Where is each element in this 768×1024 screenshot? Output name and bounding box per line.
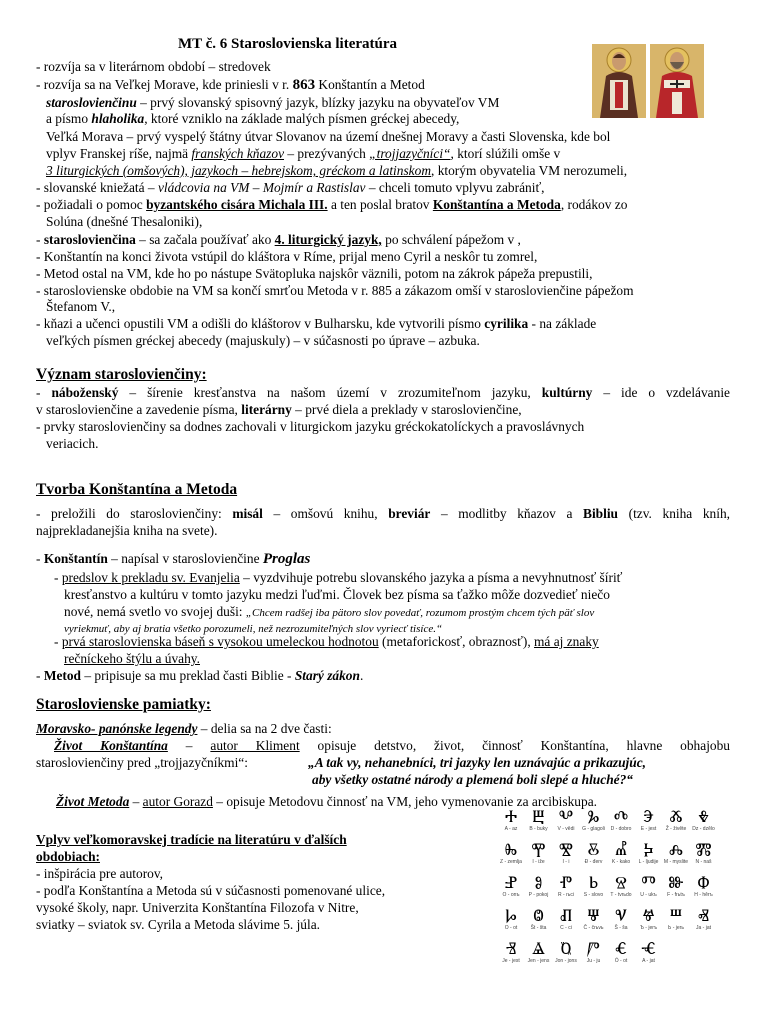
glagolitic-glyph: Ⱑ [531, 939, 546, 959]
glagolitic-glyph: Ⰰ [504, 807, 518, 827]
text-line: - rozvíja sa na Veľkej Morave, kde priniesli v r. 863 Konštantín a Metod [36, 77, 425, 93]
glagolitic-glyph: Ⰸ [504, 840, 518, 860]
glagolitic-glyph: Ⱌ [615, 906, 627, 926]
glagolitic-letter [608, 907, 634, 931]
glagolitic-letter-name: F - frьtъ [667, 892, 685, 898]
text-line: - Konštantín na konci života vstúpil do kláštora v Ríme, prijal meno Cyril a neskôr tu zomrel, [36, 249, 538, 264]
text-line: Život Metoda – autor Gorazd – opisuje Metodovu činnosť na VM, jeho vymenovanie za arcibiskupa. [56, 794, 597, 809]
glagolitic-glyph: Ⰱ [532, 807, 545, 827]
text-line: Štefanom V., [46, 299, 116, 314]
glagolitic-letter [581, 907, 607, 931]
section-heading-vplyvy-cont: obdobiach: [36, 849, 100, 864]
text-line: - staroslovienčina – sa začala používať ako 4. liturgický jazyk, po schválení pápežom v , [36, 232, 521, 247]
glagolitic-letter-name: Jon - jons [555, 958, 577, 964]
glagolitic-letter-name: U - ukъ [640, 892, 657, 898]
glagolitic-letter [691, 841, 717, 865]
glagolitic-glyph: Ⰺ [558, 840, 574, 860]
glagolitic-letter [553, 841, 579, 865]
glagolitic-letter-name: R - rьci [558, 892, 574, 898]
glagolitic-letter [498, 940, 524, 964]
glagolitic-letter-name: Z - zemlja [500, 859, 522, 865]
glagolitic-letter [498, 907, 524, 931]
glagolitic-letter [636, 874, 662, 898]
glagolitic-glyph: Ⱏ [697, 906, 710, 926]
glagolitic-glyph: Ⱊ [559, 906, 573, 926]
glagolitic-letter-name: D - dobro [610, 826, 632, 832]
glagolitic-glyph: Ⱆ [668, 873, 684, 893]
glagolitic-letter [526, 808, 552, 832]
glagolitic-letter-name: B - buky [529, 826, 548, 832]
glagolitic-letter [636, 808, 662, 832]
glagolitic-letter [581, 940, 607, 964]
section-heading-vplyvy: Vplyv veľkomoravskej tradície na literatúru v ďalších [36, 832, 347, 847]
glagolitic-letter-name: P - pokoj [528, 892, 549, 898]
text-line: a písmo hlaholika, ktoré vzniklo na základe malých písmen gréckej abecedy, [46, 111, 460, 126]
glagolitic-glyph: Ⰿ [695, 840, 712, 860]
glagolitic-glyph: Ⰼ [614, 840, 628, 860]
glagolitic-letter-name: Dz - dzělo [692, 826, 715, 832]
text-line: - náboženský – šírenie kresťanstva na našom území v zrozumiteľnom jazyku, kultúrny – ide o vzdelávanie [36, 385, 730, 400]
text-line: sviatky – sviatok sv. Cyrila a Metoda slávime 5. júla. [36, 917, 321, 932]
text-line: Život Konštantína – autor Kliment opisuje detstvo, život, činnosť Konštantína, hlavne obhajobu [54, 738, 731, 753]
text-line: 3 liturgických (omšových), jazykoch – hebrejskom, gréckom a latinskom, ktorým obyvatelia VM nerozumeli, [46, 163, 628, 178]
glagolitic-letter [526, 874, 552, 898]
glagolitic-letter [581, 841, 607, 865]
page-title: MT č. 6 Staroslovienska literatúra [178, 36, 398, 52]
quote-line: „A tak vy, nehanebníci, tri jazyky len uznávajúc a prikazujúc, [308, 755, 647, 770]
text-line: - Metod ostal na VM, kde ho po nástupe Svätopluka najskôr väznili, potom na zákrok pápeža prepustili, [36, 266, 593, 281]
glagolitic-letter [553, 907, 579, 931]
text-line: - predslov k prekladu sv. Evanjelia – vyzdvihuje potrebu slovanského jazyka a písma a nevyhnutnosť šíriť [54, 570, 623, 585]
glagolitic-letter [498, 808, 524, 832]
glagolitic-letter-name: H - hěrъ [694, 892, 713, 898]
glagolitic-letter [553, 808, 579, 832]
text-line: - staroslovienske obdobie na VM sa končí smrťou Metoda v r. 885 a zákazom omší v staroslovienčine pápežom [36, 283, 634, 298]
glagolitic-glyph: Ⱁ [534, 873, 543, 893]
glagolitic-letter-name: E - jest [640, 826, 657, 832]
glagolitic-letter-name: K - kako [611, 859, 631, 865]
glagolitic-letter-name: Š - ša [614, 925, 628, 931]
saint-icon-konstantin [592, 44, 646, 118]
text-line: Solúna (dnešné Thesaloniki), [46, 214, 203, 229]
glagolitic-glyph: Ⰷ [697, 807, 710, 827]
text-line: - prvá staroslovienska báseň s vysokou umeleckou hodnotou (metaforickosť, obraznosť), má aj znaky [54, 634, 599, 649]
glagolitic-letter-name: G - glagoli [582, 826, 605, 832]
glagolitic-letter [498, 841, 524, 865]
glagolitic-letter [526, 940, 552, 964]
glagolitic-glyph: Ⱒ [560, 939, 572, 959]
glagolitic-letter-name: Đ - đerv [584, 859, 603, 865]
glagolitic-letter [663, 808, 689, 832]
glagolitic-glyph: Ⱉ [533, 906, 544, 926]
glagolitic-letter-name: S - slovo [583, 892, 604, 898]
text-line: - slovanské kniežatá – vládcovia na VM – Mojmír a Rastislav – chceli tomuto vplyvu zabrániť, [36, 180, 545, 195]
text-line: - Konštantín – napísal v staroslovienčine Proglas [36, 551, 311, 567]
glagolitic-letter-name: Ja - jat [695, 925, 711, 931]
glagolitic-glyph: Ⱍ [642, 906, 655, 926]
glagolitic-letter-name: Ž - živěte [665, 826, 687, 832]
glagolitic-glyph: Ⰽ [643, 840, 654, 860]
glagolitic-letter-name: A - az [504, 826, 518, 832]
glagolitic-letter-name: O - ot [504, 925, 518, 931]
glagolitic-letter-name: O - onъ [502, 892, 520, 898]
glagolitic-letter-name: A - jat [642, 958, 655, 964]
glagolitic-letter-name: Č - črьvь [583, 925, 604, 931]
glagolitic-letter-name: V - vědi [557, 826, 575, 832]
glagolitic-glyph: Ⱈ [505, 906, 517, 926]
glagolitic-letter [526, 907, 552, 931]
glagolitic-letter [691, 907, 717, 931]
text-line: Veľká Morava – prvý vyspelý štátny útvar Slovanov na území dnešnej Moravy a časti Slovenska, kde bol [46, 129, 611, 144]
text-line: vysoké školy, napr. Univerzita Konštantína Filozofa v Nitre, [36, 900, 359, 915]
saint-icon-metod [650, 44, 704, 118]
glagolitic-glyph: Ⱄ [615, 873, 627, 893]
glagolitic-letter [663, 907, 689, 931]
year-863: 863 [292, 77, 316, 93]
glagolitic-glyph: Ⰶ [669, 807, 683, 827]
glagolitic-letter-name: T - tvrьdo [610, 892, 632, 898]
glagolitic-letter [581, 874, 607, 898]
glagolitic-glyph: Ⱓ [587, 939, 600, 959]
glagolitic-glyph: Ⱔ [615, 939, 627, 959]
saints-image [592, 44, 704, 118]
glagolitic-glyph: Ⱇ [697, 873, 710, 893]
glagolitic-letter [663, 874, 689, 898]
section-heading-pamiatky: Staroslovienske pamiatky: [36, 696, 211, 713]
glagolitic-glyph: Ⱕ [641, 939, 656, 959]
text-line: najprekladanejšia kniha na svete). [36, 523, 218, 538]
glagolitic-letter [663, 841, 689, 865]
glagolitic-glyph: Ⰾ [668, 840, 684, 860]
glagolitic-letter-name: N - naš [695, 859, 712, 865]
glagolitic-letter-name: C - ci [560, 925, 572, 931]
glagolitic-glyph: Ⱅ [641, 873, 656, 893]
text-line: rečníckeho štýlu a úvahy. [64, 651, 200, 666]
glagolitic-letter-name: L - ljudije [638, 859, 659, 865]
glagolitic-letter [608, 874, 634, 898]
glagolitic-letter [526, 841, 552, 865]
glagolitic-letter-name: Ō - ot [614, 958, 628, 964]
glagolitic-letter [691, 808, 717, 832]
glagolitic-alphabet-table [498, 808, 720, 974]
glagolitic-glyph: Ⱋ [587, 906, 600, 926]
glagolitic-letter [608, 808, 634, 832]
text-line: - preložili do staroslovienčiny: misál – omšovú knihu, breviár – modlitby kňazov a Bibliu (tzv. kniha kníh, [36, 506, 731, 521]
glagolitic-glyph: Ⱂ [559, 873, 573, 893]
text-line: - požiadali o pomoc byzantského cisára Michala III. a ten poslal bratov Konštantína a Metoda, rodákov zo [36, 197, 628, 212]
glagolitic-glyph: Ⰴ [613, 807, 629, 827]
text-line: - prvky staroslovienčiny sa dodnes zachovali v liturgickom jazyku gréckokatolíckych a pravoslávnych [36, 419, 585, 434]
text-line: Moravsko- panónske legendy – delia sa na 2 dve časti: [36, 721, 332, 736]
text-line: - podľa Konštantína a Metoda sú v súčasnosti pomenované ulice, [36, 883, 386, 898]
glagolitic-letter-name: Ъ - jerъ [639, 925, 658, 931]
section-heading-vyznam: Význam staroslovienčiny: [36, 366, 207, 383]
glagolitic-letter [636, 940, 662, 964]
text-line: - kňazi a učenci opustili VM a odišli do kláštorov v Bulharsku, kde vytvorili písmo cyrilika - na základe [36, 316, 597, 331]
glagolitic-letter-name: I - iže [532, 859, 545, 865]
glagolitic-glyph: Ⱃ [588, 873, 599, 893]
glagolitic-glyph: Ⱎ [669, 906, 683, 926]
text-line: v staroslovienčine a zavedenie písma, literárny – prvé diela a preklady v staroslovienčine, [36, 402, 522, 417]
glagolitic-glyph: Ⰹ [531, 840, 546, 860]
text-line: veľkých písmen gréckej abecedy (majuskuly) – v súčasnosti po úprave – azbuka. [46, 333, 480, 348]
text-line: veriacich. [46, 436, 99, 451]
glagolitic-letter [553, 874, 579, 898]
glagolitic-letter-name: M - myslite [663, 859, 689, 865]
glagolitic-letter-name: Št - šta [530, 925, 547, 931]
text-line: - Metod – pripisuje sa mu preklad časti Biblie - Starý zákon. [36, 668, 364, 683]
glagolitic-letter [636, 841, 662, 865]
glagolitic-letter [553, 940, 579, 964]
glagolitic-letter [581, 808, 607, 832]
glagolitic-glyph: Ⰵ [643, 807, 654, 827]
glagolitic-letter [608, 841, 634, 865]
glagolitic-glyph: Ⰻ [587, 840, 600, 860]
glagolitic-letter-name: I - i [562, 859, 570, 865]
glagolitic-letter [691, 874, 717, 898]
glagolitic-letter-name: Jen - jens [527, 958, 550, 964]
glagolitic-letter-name: Ь - jerь [668, 925, 684, 931]
glagolitic-letter-name: Ju - ju [586, 958, 601, 964]
text-line: - rozvíja sa v literárnom období – stredovek [36, 59, 271, 74]
glagolitic-letter [608, 940, 634, 964]
text-line: vyriekmuť, aby aj bratia všetko porozumeli, než nezrozumiteľných slov vyriecť tisíce.“ [64, 623, 443, 635]
glagolitic-glyph: Ⱀ [504, 873, 518, 893]
glagolitic-glyph: Ⰲ [558, 807, 574, 827]
glagolitic-letter [498, 874, 524, 898]
text-line: vplyv Franskej ríše, najmä franských kňazov – prezývaných „trojjazyčníci“, ktorí slúžili omše v [46, 146, 561, 161]
text-line: staroslovienčinu – prvý slovanský spisovný jazyk, blízky jazyku na obyvateľov VM [46, 95, 500, 110]
glagolitic-glyph: Ⰳ [587, 807, 600, 827]
quote-line: aby všetky ostatné národy a plemená boli slepé a hluché?“ [312, 772, 633, 787]
section-heading-tvorba: Tvorba Konštantína a Metoda [36, 481, 238, 498]
text-line: - inšpirácia pre autorov, [36, 866, 164, 881]
text-line: nové, nemá svetlo vo svojej duši: „Chcem radšej iba pätoro slov povedať, rozumom prostým chcem tých päť slov [64, 604, 595, 619]
text-line: staroslovienčiny pred „trojjazyčníkmi“: [36, 755, 248, 770]
glagolitic-letter-name: Je - jest [502, 958, 520, 964]
text-line: kresťanstvo a kultúru v tomto jazyku medzi ľuďmi. Človek bez písma sa ťažko môže dozvedieť niečo [64, 587, 610, 602]
glagolitic-letter [636, 907, 662, 931]
glagolitic-glyph: Ⱐ [505, 939, 517, 959]
